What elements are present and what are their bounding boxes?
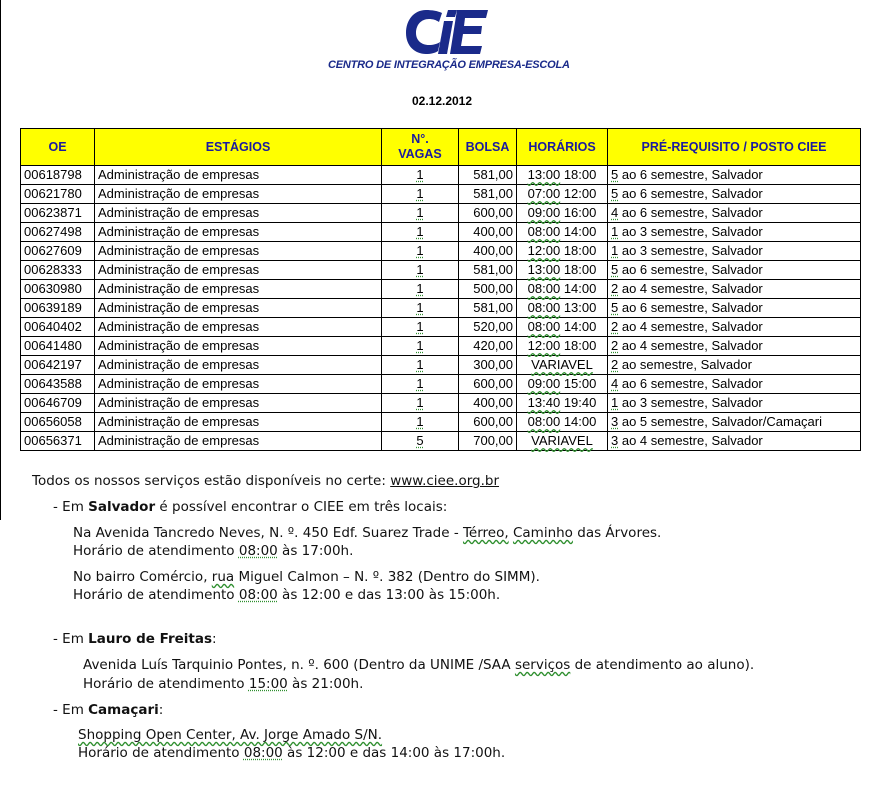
cell-estagio: Administração de empresas [95, 394, 382, 413]
table-row [21, 242, 861, 261]
schedule-end: 12:00 [563, 186, 597, 201]
cell-prereq [608, 185, 861, 204]
cell-estagio: Administração de empresas [95, 337, 382, 356]
cell-estagio: Administração de empresas [95, 223, 382, 242]
cell-prereq [608, 204, 861, 223]
cell-prereq [608, 166, 861, 185]
prereq-start: 5 [611, 186, 619, 201]
salvador-location-2 [73, 569, 540, 585]
cell-horario [517, 280, 608, 299]
salvador-hours1-a: Horário de atendimento [73, 543, 239, 559]
camacari-hours-a: Horário de atendimento [78, 745, 244, 761]
ciee-logo [328, 6, 570, 76]
prereq-rest: ao 6 semestre, Salvador [621, 262, 763, 277]
cell-estagio: Administração de empresas [95, 242, 382, 261]
prereq-rest: ao 4 semestre, Salvador [621, 338, 763, 353]
prereq-start: 5 [611, 300, 619, 315]
schedule-end: 18:00 [563, 167, 597, 182]
cell-prereq [608, 337, 861, 356]
schedule-start: 08:00 [527, 414, 561, 429]
schedule-start: 08:00 [527, 224, 561, 239]
table-row [21, 261, 861, 280]
schedule-start: 08:00 [527, 319, 561, 334]
cell-prereq [608, 432, 861, 451]
cell-prereq [608, 318, 861, 337]
cell-estagio: Administração de empresas [95, 356, 382, 375]
ciee-logo-mark [404, 6, 490, 58]
prereq-start: 5 [611, 262, 619, 277]
vagas-count: 1 [416, 319, 424, 334]
vagas-count: 1 [416, 243, 424, 258]
schedule-start: 12:00 [527, 243, 561, 258]
table-body [21, 166, 861, 451]
cell-bolsa: 600,00 [459, 204, 517, 223]
prereq-start: 4 [611, 376, 619, 391]
salvador-prefix: - Em [53, 499, 89, 515]
schedule-start: 08:00 [527, 300, 561, 315]
schedule-start: 07:00 [527, 186, 561, 201]
table-row [21, 280, 861, 299]
prereq-rest: ao 6 semestre, Salvador [621, 186, 763, 201]
table-row [21, 356, 861, 375]
cell-horario [517, 432, 608, 451]
vagas-count: 1 [416, 186, 424, 201]
schedule-end: 13:00 [563, 300, 597, 315]
cell-oe: 00618798 [21, 166, 95, 185]
table-row [21, 185, 861, 204]
schedule-variable: VARIAVEL [531, 357, 593, 372]
cell-vagas [382, 242, 459, 261]
prereq-start: 3 [611, 433, 619, 448]
cell-vagas [382, 356, 459, 375]
salvador-loc1-e: das Árvores. [572, 525, 662, 541]
cell-oe: 00621780 [21, 185, 95, 204]
vagas-count: 1 [416, 376, 424, 391]
col-header-estagios: ESTÁGIOS [95, 129, 382, 166]
salvador-loc1-a: Na Avenida Tancredo Neves, N. º. 450 Edf. Suarez Trade - [73, 525, 463, 541]
table-row [21, 204, 861, 223]
camacari-prefix: - Em [53, 702, 89, 718]
table-row [21, 223, 861, 242]
cell-bolsa: 600,00 [459, 413, 517, 432]
cell-bolsa: 700,00 [459, 432, 517, 451]
cell-prereq [608, 394, 861, 413]
col-header-oe: OE [21, 129, 95, 166]
vagas-count: 1 [416, 224, 424, 239]
prereq-start: 1 [611, 243, 619, 258]
cell-vagas [382, 375, 459, 394]
col-header-vagas [382, 129, 459, 166]
cell-estagio: Administração de empresas [95, 166, 382, 185]
lauro-suffix: : [212, 631, 217, 647]
lauro-loc-b: serviços [514, 657, 571, 673]
lauro-prefix: - Em [53, 631, 89, 647]
table-row [21, 318, 861, 337]
prereq-rest: ao 3 semestre, Salvador [621, 395, 763, 410]
table-row [21, 394, 861, 413]
salvador-loc1-d: Caminho [512, 525, 573, 541]
prereq-rest: ao 5 semestre, Salvador/Camaçari [621, 414, 823, 429]
camacari-heading [53, 702, 163, 718]
prereq-rest: ao 3 semestre, Salvador [621, 224, 763, 239]
salvador-loc1-b: Térreo, [462, 525, 509, 541]
table-header-row [21, 129, 861, 166]
salvador-suffix: é possível encontrar o CIEE em três locais: [155, 499, 448, 515]
vagas-count: 1 [416, 300, 424, 315]
schedule-end: 18:00 [563, 262, 597, 277]
lauro-hours-a: Horário de atendimento [83, 676, 249, 692]
prereq-start: 1 [611, 395, 619, 410]
camacari-loc: Shopping Open Center, Av. Jorge Amado S/N. [78, 727, 383, 743]
prereq-rest: ao 4 semestre, Salvador [621, 319, 763, 334]
cell-bolsa: 581,00 [459, 185, 517, 204]
schedule-start: 09:00 [527, 376, 561, 391]
schedule-end: 15:00 [563, 376, 597, 391]
cell-bolsa: 581,00 [459, 166, 517, 185]
cell-estagio: Administração de empresas [95, 204, 382, 223]
prereq-rest: ao 4 semestre, Salvador [621, 281, 763, 296]
cell-bolsa: 500,00 [459, 280, 517, 299]
cell-oe: 00642197 [21, 356, 95, 375]
prereq-start: 1 [611, 224, 619, 239]
document-date: 02.12.2012 [411, 94, 473, 108]
vagas-count: 1 [416, 281, 424, 296]
services-intro [32, 473, 499, 489]
cell-estagio: Administração de empresas [95, 185, 382, 204]
vagas-count: 1 [416, 414, 424, 429]
cell-horario [517, 337, 608, 356]
camacari-city: Camaçari [88, 702, 159, 718]
cell-bolsa: 400,00 [459, 394, 517, 413]
lauro-heading [53, 631, 217, 647]
table-row [21, 413, 861, 432]
cell-horario [517, 166, 608, 185]
salvador-hours1-c: às 17:00h. [277, 543, 354, 559]
cell-vagas [382, 413, 459, 432]
camacari-hours-b: 08:00 [243, 745, 283, 761]
salvador-loc2-a: No bairro Comércio, [73, 569, 212, 585]
salvador-hours2-b: 08:00 [238, 587, 278, 603]
cell-horario [517, 261, 608, 280]
cell-horario [517, 375, 608, 394]
schedule-end: 18:00 [563, 338, 597, 353]
cell-estagio: Administração de empresas [95, 432, 382, 451]
salvador-hours1-b: 08:00 [238, 543, 278, 559]
schedule-end: 19:40 [563, 395, 597, 410]
table-row [21, 299, 861, 318]
cell-horario [517, 185, 608, 204]
prereq-rest: ao semestre, Salvador [621, 357, 752, 372]
ciee-name: CENTRO DE INTEGRAÇÃO EMPRESA-ESCOLA [328, 59, 570, 71]
ciee-website-link[interactable]: www.ciee.org.br [390, 473, 500, 489]
cell-oe: 00628333 [21, 261, 95, 280]
cell-horario [517, 394, 608, 413]
vagas-count: 1 [416, 262, 424, 277]
cell-oe: 00643588 [21, 375, 95, 394]
salvador-location-1 [73, 525, 661, 541]
lauro-hours [83, 676, 363, 692]
camacari-hours [78, 745, 505, 761]
cell-oe: 00627609 [21, 242, 95, 261]
cell-horario [517, 413, 608, 432]
cell-estagio: Administração de empresas [95, 318, 382, 337]
cell-vagas [382, 337, 459, 356]
cell-oe: 00630980 [21, 280, 95, 299]
prereq-start: 2 [611, 319, 619, 334]
salvador-hours-2 [73, 587, 500, 603]
cell-estagio: Administração de empresas [95, 375, 382, 394]
salvador-hours2-a: Horário de atendimento [73, 587, 239, 603]
prereq-start: 5 [611, 167, 619, 182]
table-row [21, 375, 861, 394]
cell-horario [517, 204, 608, 223]
cell-oe: 00641480 [21, 337, 95, 356]
salvador-hours-1 [73, 543, 353, 559]
vagas-count: 1 [416, 205, 424, 220]
cell-bolsa: 581,00 [459, 299, 517, 318]
cell-vagas [382, 394, 459, 413]
cell-estagio: Administração de empresas [95, 413, 382, 432]
table-row [21, 337, 861, 356]
cell-bolsa: 581,00 [459, 261, 517, 280]
cell-vagas [382, 432, 459, 451]
prereq-rest: ao 6 semestre, Salvador [621, 167, 763, 182]
prereq-rest: ao 6 semestre, Salvador [621, 205, 763, 220]
cell-prereq [608, 375, 861, 394]
salvador-hours2-c: às 12:00 e das 13:00 às 15:00h. [277, 587, 501, 603]
vagas-count: 1 [416, 338, 424, 353]
cell-prereq [608, 299, 861, 318]
col-header-prereq: PRÉ-REQUISITO / POSTO CIEE [608, 129, 861, 166]
lauro-hours-c: às 21:00h. [287, 676, 364, 692]
cell-oe: 00627498 [21, 223, 95, 242]
schedule-start: 13:40 [527, 395, 561, 410]
cell-prereq [608, 280, 861, 299]
lauro-city: Lauro de Freitas [88, 631, 213, 647]
lauro-location [83, 657, 754, 673]
cell-horario [517, 223, 608, 242]
schedule-start: 08:00 [527, 281, 561, 296]
salvador-heading [53, 499, 447, 515]
schedule-end: 14:00 [563, 281, 597, 296]
cell-horario [517, 356, 608, 375]
schedule-end: 14:00 [563, 414, 597, 429]
cell-bolsa: 420,00 [459, 337, 517, 356]
lauro-loc-c: de atendimento ao aluno). [570, 657, 755, 673]
prereq-start: 2 [611, 281, 619, 296]
prereq-start: 3 [611, 414, 619, 429]
salvador-loc2-c: Miguel Calmon – N. º. 382 (Dentro do SIMM). [234, 569, 540, 585]
lauro-hours-b: 15:00 [248, 676, 288, 692]
services-intro-text: Todos os nossos serviços estão disponíveis no certe: [32, 473, 391, 489]
salvador-loc2-b: rua [211, 569, 235, 585]
vagas-count: 1 [416, 167, 424, 182]
cell-vagas [382, 204, 459, 223]
cell-bolsa: 400,00 [459, 242, 517, 261]
cell-horario [517, 318, 608, 337]
cell-bolsa: 300,00 [459, 356, 517, 375]
internship-table [20, 128, 861, 451]
prereq-start: 2 [611, 357, 619, 372]
cell-bolsa: 600,00 [459, 375, 517, 394]
cell-vagas [382, 185, 459, 204]
camacari-location [78, 727, 382, 743]
cell-oe: 00623871 [21, 204, 95, 223]
lauro-loc-a: Avenida Luís Tarquinio Pontes, n. º. 600 (Dentro da UNIME /SAA [83, 657, 515, 673]
camacari-hours-c: às 12:00 e das 14:00 às 17:00h. [282, 745, 506, 761]
schedule-end: 18:00 [563, 243, 597, 258]
cell-oe: 00656371 [21, 432, 95, 451]
schedule-variable: VARIAVEL [531, 433, 593, 448]
vagas-count: 1 [416, 357, 424, 372]
salvador-city: Salvador [88, 499, 156, 515]
schedule-end: 14:00 [563, 224, 597, 239]
cell-oe: 00639189 [21, 299, 95, 318]
col-header-bolsa: BOLSA [459, 129, 517, 166]
cell-prereq [608, 242, 861, 261]
page-left-border [0, 0, 1, 520]
table-row [21, 432, 861, 451]
cell-prereq [608, 223, 861, 242]
cell-horario [517, 242, 608, 261]
prereq-start: 2 [611, 338, 619, 353]
cell-estagio: Administração de empresas [95, 280, 382, 299]
schedule-start: 13:00 [527, 262, 561, 277]
prereq-rest: ao 3 semestre, Salvador [621, 243, 763, 258]
prereq-rest: ao 6 semestre, Salvador [621, 376, 763, 391]
cell-prereq [608, 261, 861, 280]
cell-bolsa: 520,00 [459, 318, 517, 337]
prereq-rest: ao 4 semestre, Salvador [621, 433, 763, 448]
cell-bolsa: 400,00 [459, 223, 517, 242]
camacari-suffix: : [158, 702, 164, 718]
col-header-horarios: HORÁRIOS [517, 129, 608, 166]
cell-vagas [382, 261, 459, 280]
cell-prereq [608, 356, 861, 375]
cell-oe: 00640402 [21, 318, 95, 337]
cell-horario [517, 299, 608, 318]
schedule-start: 12:00 [527, 338, 561, 353]
cell-estagio: Administração de empresas [95, 299, 382, 318]
cell-vagas [382, 299, 459, 318]
schedule-end: 14:00 [563, 319, 597, 334]
schedule-start: 13:00 [527, 167, 561, 182]
cell-estagio: Administração de empresas [95, 261, 382, 280]
vagas-count: 5 [416, 433, 424, 448]
table-row [21, 166, 861, 185]
cell-oe: 00656058 [21, 413, 95, 432]
cell-oe: 00646709 [21, 394, 95, 413]
cell-vagas [382, 166, 459, 185]
vagas-count: 1 [416, 395, 424, 410]
col-header-vagas-line1: N°. [411, 132, 429, 146]
schedule-start: 09:00 [527, 205, 561, 220]
cell-vagas [382, 280, 459, 299]
cell-vagas [382, 223, 459, 242]
cell-vagas [382, 318, 459, 337]
prereq-start: 4 [611, 205, 619, 220]
schedule-end: 16:00 [563, 205, 597, 220]
col-header-vagas-line2: VAGAS [398, 147, 442, 161]
prereq-rest: ao 6 semestre, Salvador [621, 300, 763, 315]
cell-prereq [608, 413, 861, 432]
